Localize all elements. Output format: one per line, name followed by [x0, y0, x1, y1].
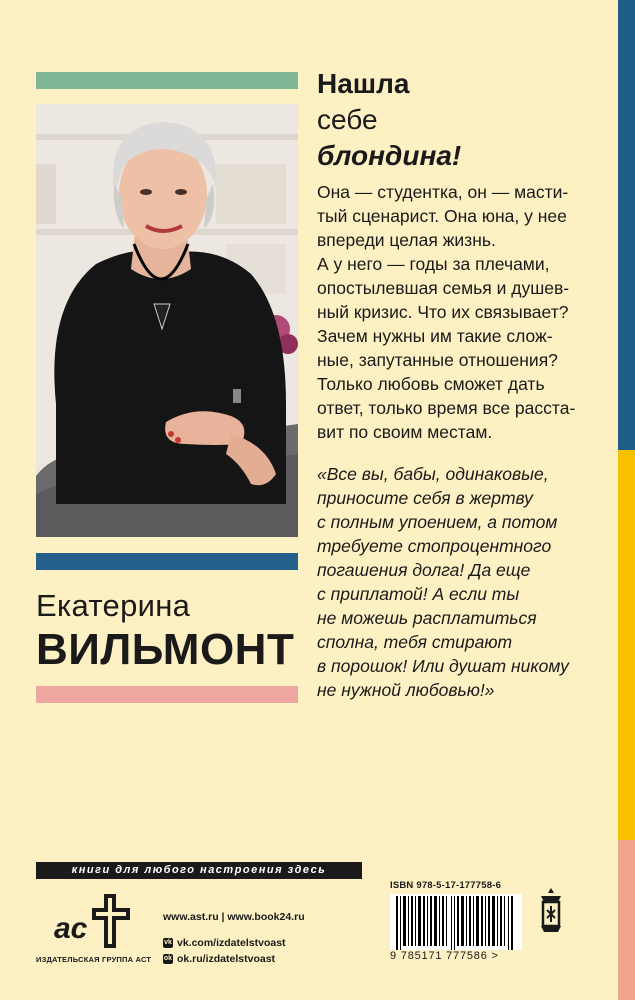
- description-line: ные, запутанные отношения?: [317, 350, 558, 370]
- publisher-websites: www.ast.ru | www.book24.ru: [163, 911, 305, 923]
- publisher-caption: ИЗДАТЕЛЬСКАЯ ГРУППА АСТ: [36, 955, 152, 964]
- description-line: ный кризис. Что их связывает?: [317, 302, 569, 322]
- author-first-name: Екатерина: [36, 588, 191, 623]
- vk-link-row: [163, 937, 286, 949]
- author-last-name: ВИЛЬМОНТ: [36, 625, 295, 674]
- book-title-line-2: себе: [317, 104, 378, 135]
- book-quote: [317, 462, 589, 702]
- edge-strip-pink: [618, 840, 635, 1000]
- description-line: Зачем нужны им такие слож-: [317, 326, 553, 346]
- logo-text: ас: [54, 912, 88, 945]
- description-line: впереди целая жизнь.: [317, 230, 496, 250]
- middle-color-bar: [36, 553, 298, 570]
- lantern-icon: [538, 888, 564, 936]
- quote-line: погашения долга! Да еще: [317, 560, 531, 580]
- publisher-logo: [46, 890, 136, 952]
- quote-line: не нужной любовью!»: [317, 680, 495, 700]
- description-line: Только любовь сможет дать: [317, 374, 545, 394]
- ok-icon: ok: [163, 955, 173, 962]
- author-portrait-illustration: [36, 104, 298, 537]
- quote-line: «Все вы, бабы, одинаковые,: [317, 464, 549, 484]
- series-tagline: книги для любого настроения здесь: [36, 862, 362, 879]
- edge-strip-yellow: [618, 450, 635, 840]
- quote-line: требуете стопроцентного: [317, 536, 552, 556]
- vk-link: vk.com/izdatelstvoast: [177, 937, 286, 949]
- quote-line: приносите себя в жертву: [317, 488, 533, 508]
- description-line: ответ, только время все расста-: [317, 398, 576, 418]
- ok-link-row: [163, 953, 275, 965]
- description-line: Она — студентка, он — масти-: [317, 182, 569, 202]
- quote-line: с полным упоением, а потом: [317, 512, 558, 532]
- barcode-digits: 9 785171 777586 >: [390, 950, 499, 962]
- description-line: вит по своим местам.: [317, 422, 493, 442]
- description-line: опостылевшая семья и душев-: [317, 278, 570, 298]
- quote-line: в порошок! Или душат никому: [317, 656, 569, 676]
- description-line: тый сценарист. Она юна, у нее: [317, 206, 567, 226]
- quote-line: сполна, тебя стирают: [317, 632, 513, 652]
- author-photo: [36, 104, 298, 537]
- book-title-line-3: блондина!: [317, 140, 462, 171]
- quote-line: с приплатой! А если ты: [317, 584, 520, 604]
- quote-line: не можешь расплатиться: [317, 608, 537, 628]
- edge-strip-blue: [618, 0, 635, 450]
- ok-link: ok.ru/izdatelstvoast: [177, 953, 276, 965]
- barcode-icon: [390, 894, 522, 950]
- top-color-bar: [36, 72, 298, 89]
- bottom-color-bar: [36, 686, 298, 703]
- isbn-label: ISBN 978-5-17-177758-6: [390, 880, 502, 891]
- description-line: А у него — годы за плечами,: [317, 254, 550, 274]
- vk-icon: vk: [164, 939, 172, 946]
- lantern-svg-icon: [538, 888, 564, 936]
- isbn-barcode: [390, 880, 522, 966]
- book-title-line-1: Нашла: [317, 68, 410, 99]
- book-description: [317, 180, 589, 444]
